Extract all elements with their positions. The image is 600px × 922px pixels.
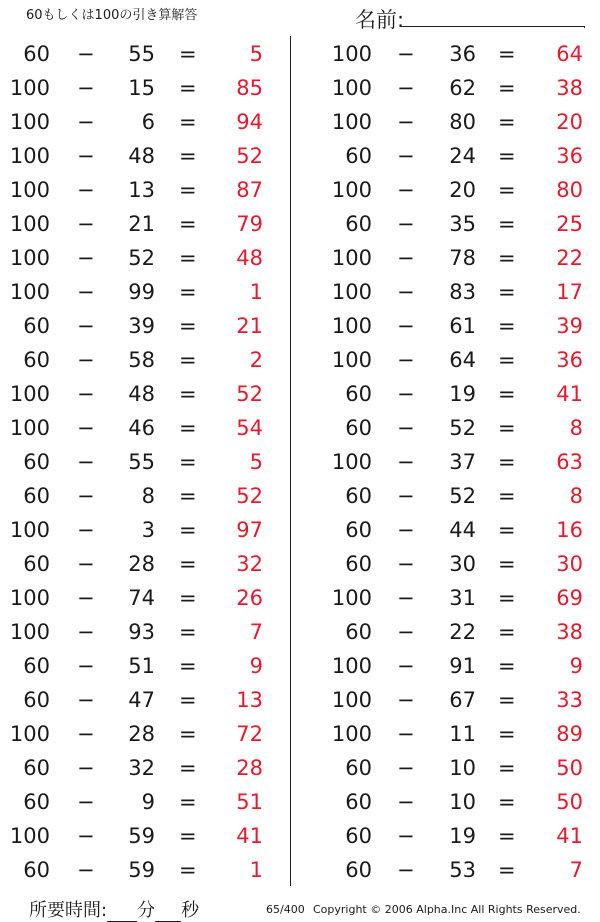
- right-equals-sign: =: [498, 552, 516, 576]
- left-subtrahend: 47: [128, 688, 155, 712]
- right-answer: 36: [556, 348, 583, 372]
- problem-row: [0, 411, 600, 445]
- right-subtrahend: 61: [449, 314, 476, 338]
- right-equals-sign: =: [498, 518, 516, 542]
- left-minuend: 100: [9, 178, 50, 202]
- left-equals-sign: =: [179, 76, 197, 100]
- problem-row: [0, 819, 600, 853]
- left-subtrahend: 59: [128, 858, 155, 882]
- left-equals-sign: =: [179, 824, 197, 848]
- left-subtrahend: 15: [128, 76, 155, 100]
- problem-row: [0, 445, 600, 479]
- minutes-blank[interactable]: [107, 900, 137, 922]
- left-equals-sign: =: [179, 416, 197, 440]
- left-answer: 85: [236, 76, 263, 100]
- problem-row: [0, 853, 600, 887]
- left-minuend: 60: [23, 450, 50, 474]
- left-subtrahend: 13: [128, 178, 155, 202]
- right-answer: 36: [556, 144, 583, 168]
- left-minus-sign: −: [77, 144, 95, 168]
- problem-row: [0, 615, 600, 649]
- worksheet-title: 60もしくは100の引き算解答: [26, 8, 198, 23]
- right-minus-sign: −: [397, 484, 415, 508]
- left-answer: 5: [249, 450, 263, 474]
- right-minus-sign: −: [397, 416, 415, 440]
- left-answer: 52: [236, 484, 263, 508]
- right-answer: 39: [556, 314, 583, 338]
- right-minuend: 100: [331, 280, 372, 304]
- problem-row: [0, 717, 600, 751]
- right-answer: 30: [556, 552, 583, 576]
- right-minus-sign: −: [397, 348, 415, 372]
- right-minus-sign: −: [397, 518, 415, 542]
- right-minuend: 100: [331, 348, 372, 372]
- right-minus-sign: −: [397, 790, 415, 814]
- right-subtrahend: 80: [449, 110, 476, 134]
- right-subtrahend: 22: [449, 620, 476, 644]
- left-answer: 1: [249, 858, 263, 882]
- right-subtrahend: 53: [449, 858, 476, 882]
- right-minus-sign: −: [397, 858, 415, 882]
- right-minus-sign: −: [397, 722, 415, 746]
- right-subtrahend: 10: [449, 790, 476, 814]
- right-equals-sign: =: [498, 484, 516, 508]
- right-equals-sign: =: [498, 348, 516, 372]
- left-minus-sign: −: [77, 654, 95, 678]
- right-equals-sign: =: [498, 620, 516, 644]
- right-minus-sign: −: [397, 42, 415, 66]
- right-answer: 8: [569, 484, 583, 508]
- right-minuend: 100: [331, 450, 372, 474]
- right-minuend: 100: [331, 586, 372, 610]
- right-minus-sign: −: [397, 246, 415, 270]
- left-minuend: 100: [9, 280, 50, 304]
- right-minus-sign: −: [397, 178, 415, 202]
- right-minus-sign: −: [397, 110, 415, 134]
- problem-row: [0, 785, 600, 819]
- problem-row: [0, 581, 600, 615]
- left-answer: 41: [236, 824, 263, 848]
- left-subtrahend: 28: [128, 552, 155, 576]
- left-subtrahend: 39: [128, 314, 155, 338]
- right-answer: 7: [569, 858, 583, 882]
- right-minus-sign: −: [397, 382, 415, 406]
- right-minus-sign: −: [397, 314, 415, 338]
- right-answer: 38: [556, 620, 583, 644]
- right-subtrahend: 10: [449, 756, 476, 780]
- left-minuend: 60: [23, 756, 50, 780]
- left-answer: 9: [249, 654, 263, 678]
- left-equals-sign: =: [179, 314, 197, 338]
- left-answer: 13: [236, 688, 263, 712]
- right-minuend: 60: [345, 756, 372, 780]
- right-subtrahend: 11: [449, 722, 476, 746]
- right-answer: 16: [556, 518, 583, 542]
- left-minus-sign: −: [77, 620, 95, 644]
- left-minus-sign: −: [77, 484, 95, 508]
- right-subtrahend: 37: [449, 450, 476, 474]
- problem-row: [0, 751, 600, 785]
- right-answer: 33: [556, 688, 583, 712]
- left-answer: 7: [249, 620, 263, 644]
- left-minus-sign: −: [77, 450, 95, 474]
- right-answer: 25: [556, 212, 583, 236]
- problem-row: [0, 547, 600, 581]
- right-minuend: 100: [331, 654, 372, 678]
- left-minus-sign: −: [77, 280, 95, 304]
- problem-rows: [0, 37, 600, 887]
- left-minuend: 100: [9, 144, 50, 168]
- right-minus-sign: −: [397, 688, 415, 712]
- right-answer: 22: [556, 246, 583, 270]
- right-minus-sign: −: [397, 756, 415, 780]
- right-equals-sign: =: [498, 824, 516, 848]
- right-equals-sign: =: [498, 450, 516, 474]
- right-equals-sign: =: [498, 688, 516, 712]
- right-equals-sign: =: [498, 756, 516, 780]
- right-equals-sign: =: [498, 42, 516, 66]
- left-subtrahend: 99: [128, 280, 155, 304]
- right-subtrahend: 83: [449, 280, 476, 304]
- right-answer: 20: [556, 110, 583, 134]
- right-minus-sign: −: [397, 620, 415, 644]
- left-subtrahend: 32: [128, 756, 155, 780]
- left-minuend: 60: [23, 42, 50, 66]
- right-subtrahend: 64: [449, 348, 476, 372]
- left-subtrahend: 93: [128, 620, 155, 644]
- left-equals-sign: =: [179, 620, 197, 644]
- right-minuend: 60: [345, 382, 372, 406]
- left-equals-sign: =: [179, 790, 197, 814]
- right-equals-sign: =: [498, 722, 516, 746]
- right-answer: 89: [556, 722, 583, 746]
- problem-row: [0, 173, 600, 207]
- left-answer: 21: [236, 314, 263, 338]
- left-subtrahend: 48: [128, 144, 155, 168]
- left-minus-sign: −: [77, 586, 95, 610]
- right-subtrahend: 67: [449, 688, 476, 712]
- right-equals-sign: =: [498, 144, 516, 168]
- left-subtrahend: 74: [128, 586, 155, 610]
- left-minuend: 100: [9, 76, 50, 100]
- left-answer: 1: [249, 280, 263, 304]
- left-minuend: 100: [9, 212, 50, 236]
- right-equals-sign: =: [498, 280, 516, 304]
- right-subtrahend: 31: [449, 586, 476, 610]
- right-minus-sign: −: [397, 280, 415, 304]
- right-minuend: 100: [331, 110, 372, 134]
- left-equals-sign: =: [179, 552, 197, 576]
- left-minuend: 60: [23, 314, 50, 338]
- right-minus-sign: −: [397, 586, 415, 610]
- left-minus-sign: −: [77, 110, 95, 134]
- left-minus-sign: −: [77, 790, 95, 814]
- right-equals-sign: =: [498, 382, 516, 406]
- right-answer: 69: [556, 586, 583, 610]
- left-answer: 87: [236, 178, 263, 202]
- left-equals-sign: =: [179, 518, 197, 542]
- left-minuend: 60: [23, 688, 50, 712]
- right-answer: 8: [569, 416, 583, 440]
- name-line-end-dot: .: [583, 20, 587, 31]
- left-equals-sign: =: [179, 688, 197, 712]
- left-answer: 52: [236, 144, 263, 168]
- left-equals-sign: =: [179, 450, 197, 474]
- left-answer: 94: [236, 110, 263, 134]
- left-subtrahend: 6: [141, 110, 155, 134]
- left-answer: 28: [236, 756, 263, 780]
- right-answer: 63: [556, 450, 583, 474]
- right-equals-sign: =: [498, 110, 516, 134]
- right-equals-sign: =: [498, 416, 516, 440]
- left-equals-sign: =: [179, 382, 197, 406]
- left-answer: 48: [236, 246, 263, 270]
- left-minuend: 100: [9, 824, 50, 848]
- right-minuend: 60: [345, 144, 372, 168]
- left-answer: 5: [249, 42, 263, 66]
- left-minus-sign: −: [77, 858, 95, 882]
- time-taken-label: 所要時間:: [29, 900, 108, 921]
- right-answer: 50: [556, 790, 583, 814]
- problem-row: [0, 513, 600, 547]
- right-equals-sign: =: [498, 212, 516, 236]
- right-minuend: 100: [331, 314, 372, 338]
- right-equals-sign: =: [498, 246, 516, 270]
- right-subtrahend: 19: [449, 824, 476, 848]
- right-minuend: 60: [345, 552, 372, 576]
- left-minuend: 60: [23, 654, 50, 678]
- right-answer: 9: [569, 654, 583, 678]
- right-minuend: 60: [345, 212, 372, 236]
- right-minuend: 60: [345, 824, 372, 848]
- right-minuend: 60: [345, 518, 372, 542]
- left-minus-sign: −: [77, 76, 95, 100]
- seconds-blank[interactable]: [155, 900, 181, 922]
- left-subtrahend: 21: [128, 212, 155, 236]
- right-equals-sign: =: [498, 178, 516, 202]
- left-equals-sign: =: [179, 280, 197, 304]
- left-minus-sign: −: [77, 824, 95, 848]
- left-equals-sign: =: [179, 42, 197, 66]
- problem-row: [0, 105, 600, 139]
- left-subtrahend: 55: [128, 450, 155, 474]
- left-subtrahend: 8: [141, 484, 155, 508]
- left-equals-sign: =: [179, 484, 197, 508]
- right-minuend: 100: [331, 76, 372, 100]
- right-subtrahend: 24: [449, 144, 476, 168]
- right-minuend: 60: [345, 620, 372, 644]
- left-equals-sign: =: [179, 858, 197, 882]
- left-equals-sign: =: [179, 110, 197, 134]
- left-answer: 52: [236, 382, 263, 406]
- left-answer: 26: [236, 586, 263, 610]
- left-answer: 79: [236, 212, 263, 236]
- left-minuend: 60: [23, 790, 50, 814]
- right-subtrahend: 36: [449, 42, 476, 66]
- left-minuend: 100: [9, 110, 50, 134]
- right-equals-sign: =: [498, 314, 516, 338]
- right-subtrahend: 91: [449, 654, 476, 678]
- problem-row: [0, 683, 600, 717]
- right-minuend: 60: [345, 790, 372, 814]
- right-minus-sign: −: [397, 144, 415, 168]
- left-minus-sign: −: [77, 178, 95, 202]
- left-subtrahend: 59: [128, 824, 155, 848]
- name-label: 名前:: [355, 8, 405, 32]
- page-number: 65/400: [266, 903, 305, 916]
- right-subtrahend: 35: [449, 212, 476, 236]
- left-minus-sign: −: [77, 722, 95, 746]
- right-equals-sign: =: [498, 586, 516, 610]
- left-minus-sign: −: [77, 382, 95, 406]
- problem-row: [0, 241, 600, 275]
- seconds-label: 秒: [181, 900, 200, 921]
- right-equals-sign: =: [498, 654, 516, 678]
- left-minuend: 60: [23, 858, 50, 882]
- left-minus-sign: −: [77, 688, 95, 712]
- left-answer: 54: [236, 416, 263, 440]
- right-minuend: 100: [331, 722, 372, 746]
- left-minuend: 100: [9, 416, 50, 440]
- right-subtrahend: 19: [449, 382, 476, 406]
- right-answer: 17: [556, 280, 583, 304]
- left-minuend: 60: [23, 552, 50, 576]
- left-answer: 32: [236, 552, 263, 576]
- left-minus-sign: −: [77, 212, 95, 236]
- left-subtrahend: 9: [141, 790, 155, 814]
- left-minuend: 100: [9, 518, 50, 542]
- name-field-line[interactable]: [400, 26, 585, 27]
- problem-row: [0, 139, 600, 173]
- left-subtrahend: 55: [128, 42, 155, 66]
- left-answer: 72: [236, 722, 263, 746]
- time-taken: [29, 896, 199, 922]
- left-minus-sign: −: [77, 314, 95, 338]
- right-minus-sign: −: [397, 76, 415, 100]
- left-subtrahend: 46: [128, 416, 155, 440]
- problem-row: [0, 37, 600, 71]
- right-minuend: 60: [345, 858, 372, 882]
- right-subtrahend: 78: [449, 246, 476, 270]
- left-equals-sign: =: [179, 212, 197, 236]
- minutes-label: 分: [137, 900, 156, 921]
- right-minuend: 60: [345, 416, 372, 440]
- right-minus-sign: −: [397, 824, 415, 848]
- problem-row: [0, 275, 600, 309]
- right-subtrahend: 20: [449, 178, 476, 202]
- left-subtrahend: 28: [128, 722, 155, 746]
- right-subtrahend: 44: [449, 518, 476, 542]
- right-answer: 41: [556, 824, 583, 848]
- problem-row: [0, 377, 600, 411]
- left-equals-sign: =: [179, 178, 197, 202]
- right-minuend: 60: [345, 484, 372, 508]
- right-minus-sign: −: [397, 450, 415, 474]
- left-minuend: 100: [9, 620, 50, 644]
- right-minuend: 100: [331, 178, 372, 202]
- left-minuend: 100: [9, 382, 50, 406]
- right-equals-sign: =: [498, 76, 516, 100]
- left-equals-sign: =: [179, 586, 197, 610]
- right-minuend: 100: [331, 42, 372, 66]
- left-equals-sign: =: [179, 144, 197, 168]
- left-minus-sign: −: [77, 42, 95, 66]
- left-minuend: 100: [9, 586, 50, 610]
- left-minuend: 60: [23, 348, 50, 372]
- right-minus-sign: −: [397, 552, 415, 576]
- problem-row: [0, 343, 600, 377]
- left-equals-sign: =: [179, 348, 197, 372]
- copyright-notice: Copyright © 2006 Alpha.Inc All Rights Reserved.: [313, 903, 581, 916]
- left-minuend: 100: [9, 246, 50, 270]
- problem-row: [0, 479, 600, 513]
- right-subtrahend: 30: [449, 552, 476, 576]
- left-subtrahend: 51: [128, 654, 155, 678]
- right-equals-sign: =: [498, 858, 516, 882]
- left-answer: 97: [236, 518, 263, 542]
- right-minuend: 100: [331, 246, 372, 270]
- right-minuend: 100: [331, 688, 372, 712]
- left-subtrahend: 3: [141, 518, 155, 542]
- left-answer: 51: [236, 790, 263, 814]
- left-answer: 2: [249, 348, 263, 372]
- left-subtrahend: 58: [128, 348, 155, 372]
- right-minus-sign: −: [397, 654, 415, 678]
- left-equals-sign: =: [179, 654, 197, 678]
- right-equals-sign: =: [498, 790, 516, 814]
- left-equals-sign: =: [179, 722, 197, 746]
- left-subtrahend: 48: [128, 382, 155, 406]
- right-subtrahend: 52: [449, 484, 476, 508]
- left-minus-sign: −: [77, 552, 95, 576]
- left-minus-sign: −: [77, 246, 95, 270]
- right-answer: 41: [556, 382, 583, 406]
- problem-row: [0, 309, 600, 343]
- right-answer: 38: [556, 76, 583, 100]
- left-minuend: 100: [9, 722, 50, 746]
- left-minus-sign: −: [77, 518, 95, 542]
- problem-row: [0, 71, 600, 105]
- right-answer: 80: [556, 178, 583, 202]
- left-minuend: 60: [23, 484, 50, 508]
- problem-row: [0, 649, 600, 683]
- left-equals-sign: =: [179, 756, 197, 780]
- left-minus-sign: −: [77, 348, 95, 372]
- right-subtrahend: 62: [449, 76, 476, 100]
- right-answer: 50: [556, 756, 583, 780]
- right-minus-sign: −: [397, 212, 415, 236]
- left-minus-sign: −: [77, 756, 95, 780]
- problem-row: [0, 207, 600, 241]
- left-subtrahend: 52: [128, 246, 155, 270]
- left-minus-sign: −: [77, 416, 95, 440]
- right-answer: 64: [556, 42, 583, 66]
- left-equals-sign: =: [179, 246, 197, 270]
- right-subtrahend: 52: [449, 416, 476, 440]
